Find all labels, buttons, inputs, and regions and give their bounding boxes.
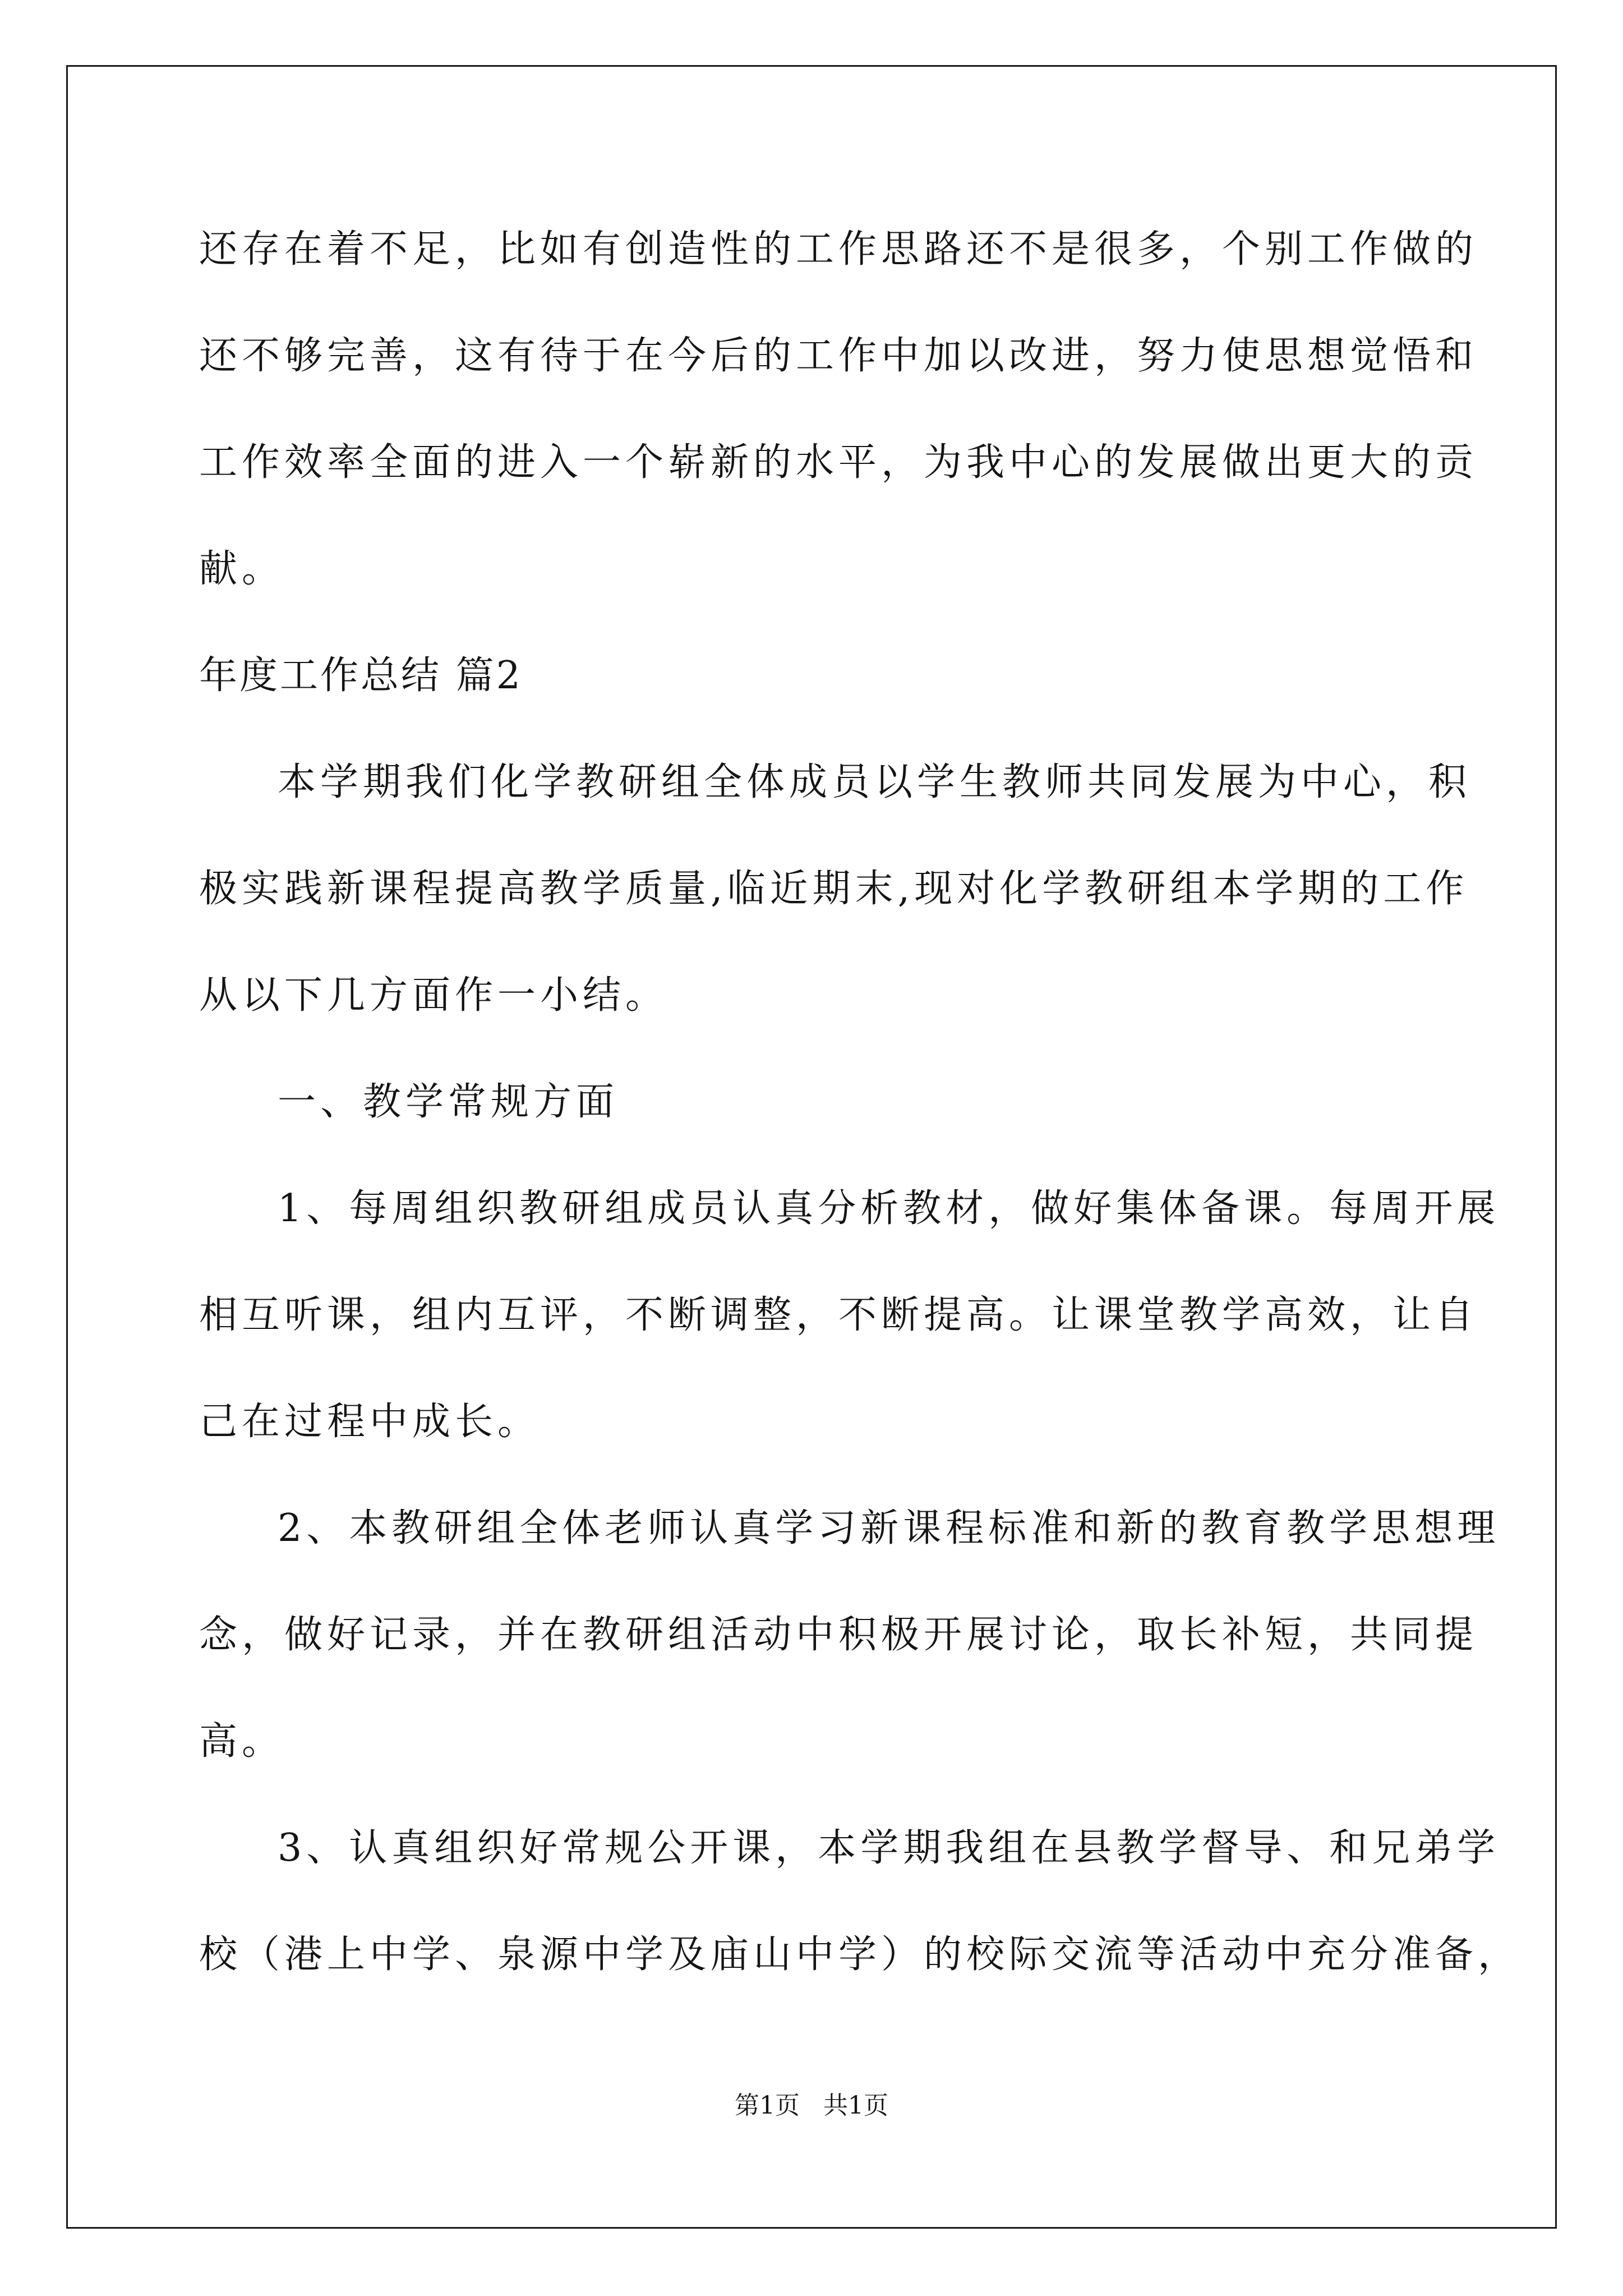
text-line: 校（港上中学、泉源中学及庙山中学）的校际交流等活动中充分准备，	[199, 1932, 1521, 1977]
text-line: 念，做好记录，并在教研组活动中积极开展讨论，取长补短，共同提	[199, 1613, 1478, 1657]
page-border	[66, 65, 1557, 2229]
text-line: 还不够完善，这有待于在今后的工作中加以改进，努力使思想觉悟和	[199, 334, 1478, 378]
page-number: 第1页 共1页	[735, 2091, 888, 2120]
text-line: 本学期我们化学教研组全体成员以学生教师共同发展为中心，积	[278, 760, 1472, 804]
text-line: 还存在着不足，比如有创造性的工作思路还不是很多，个别工作做的	[199, 227, 1478, 272]
text-line: 工作效率全面的进入一个崭新的水平，为我中心的发展做出更大的贡	[199, 440, 1478, 485]
text-line: 3、认真组织好常规公开课，本学期我组在县教学督导、和兄弟学	[278, 1826, 1500, 1870]
subsection-heading: 一、教学常规方面	[278, 1080, 619, 1124]
text-line: 从以下几方面作一小结。	[199, 973, 668, 1018]
text-line: 相互听课，组内互评，不断调整，不断提高。让课堂教学高效，让自	[199, 1293, 1478, 1337]
text-line: 献。	[199, 547, 285, 591]
text-line: 1、每周组织教研组成员认真分析教材，做好集体备课。每周开展	[278, 1186, 1500, 1231]
text-line: 己在过程中成长。	[199, 1400, 541, 1444]
text-line: 2、本教研组全体老师认真学习新课程标准和新的教育教学思想理	[278, 1506, 1500, 1550]
text-line: 高。	[199, 1719, 285, 1764]
section-heading: 年度工作总结 篇2	[199, 654, 523, 698]
text-line: 极实践新课程提高教学质量,临近期末,现对化学教研组本学期的工作	[199, 867, 1469, 911]
